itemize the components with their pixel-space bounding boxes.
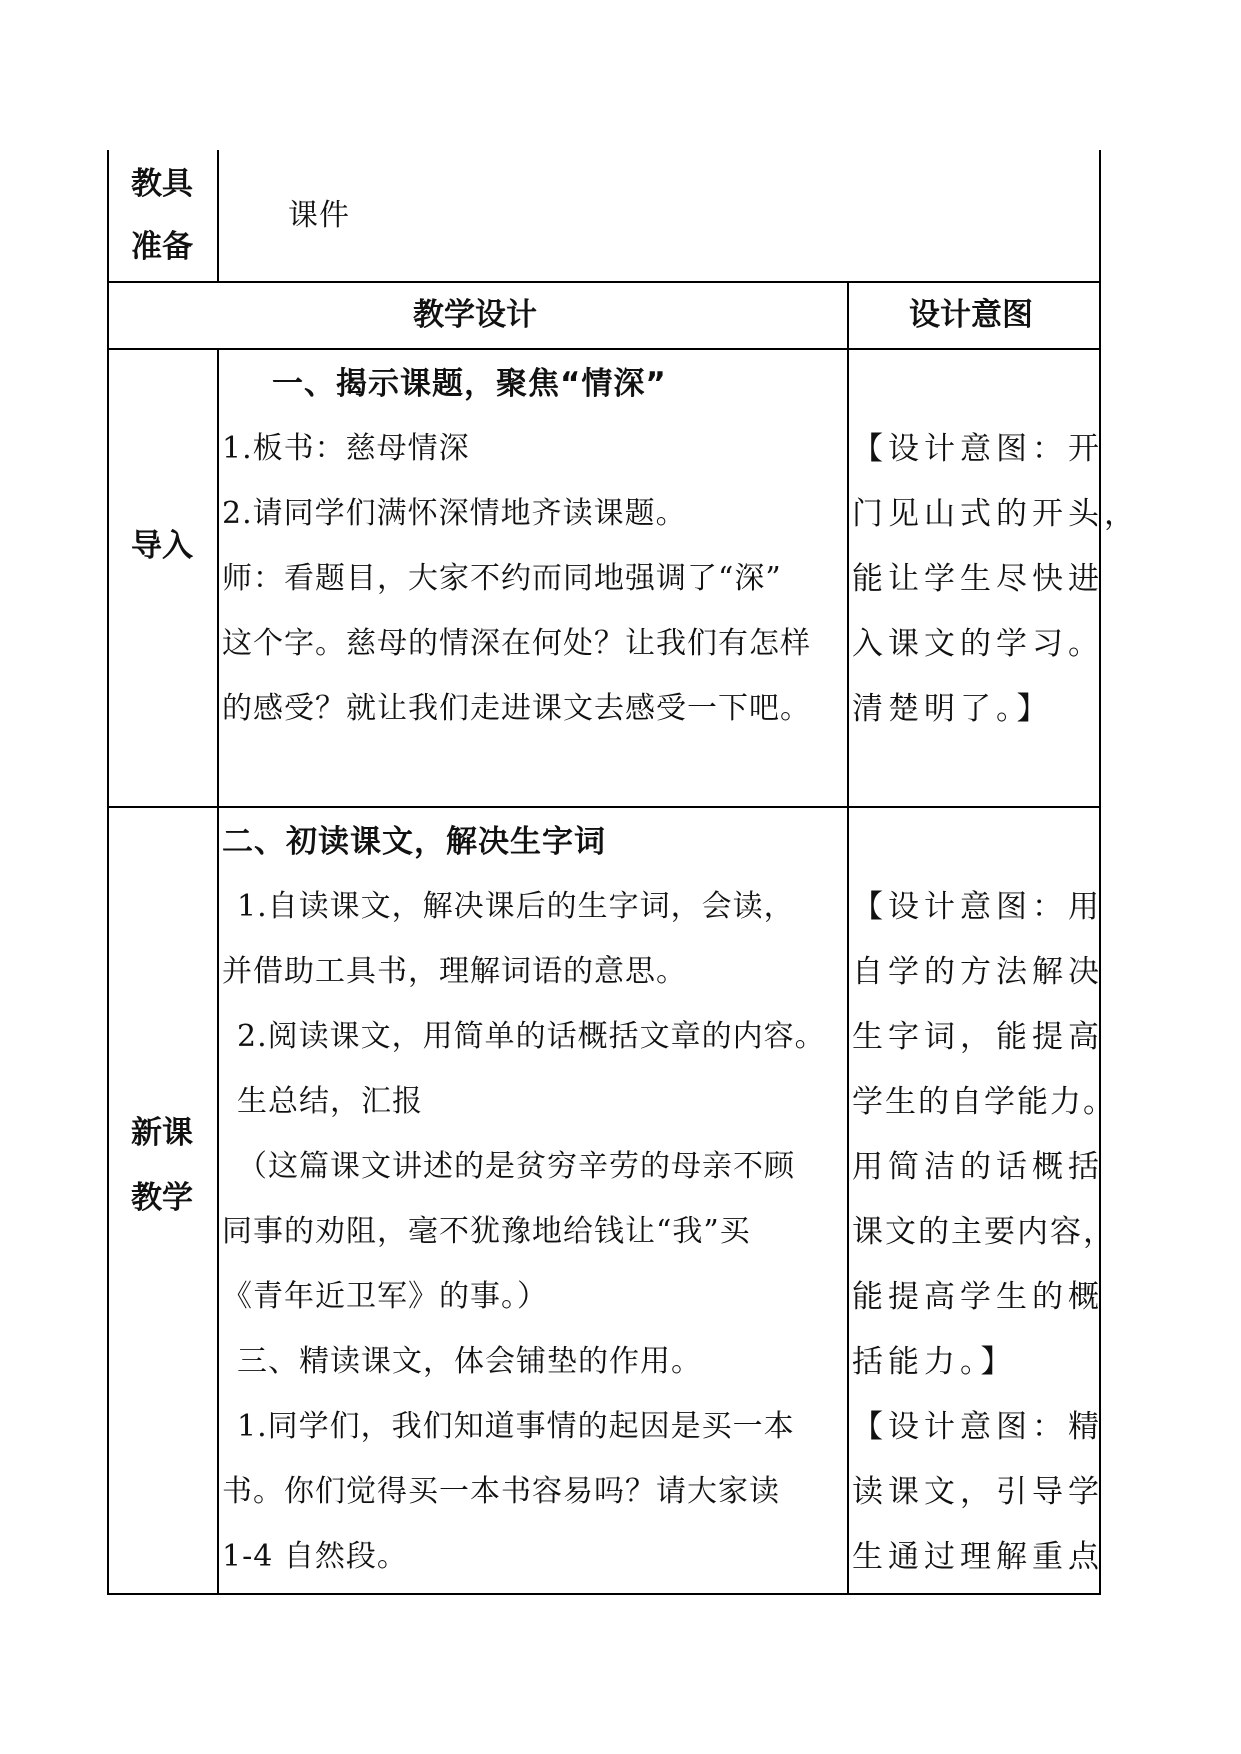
new-lesson-intent-line: 学生的自学能力。	[852, 1084, 1116, 1120]
label-column-divider	[217, 348, 219, 1595]
table-border-bottom	[107, 1593, 1101, 1595]
new-lesson-intent-line: 自学的方法解决	[852, 954, 1104, 990]
intro-intent-line: 入课文的学习。	[852, 626, 1104, 662]
intro-line: 这个字。慈母的情深在何处？让我们有怎样	[222, 626, 811, 661]
new-lesson-label-line2: 教学	[131, 1180, 193, 1216]
new-lesson-intent-line: 【设计意图：精	[852, 1409, 1104, 1445]
new-lesson-subsection-title: 三、精读课文，体会铺垫的作用。	[237, 1344, 702, 1379]
new-lesson-intent-line: 【设计意图：用	[852, 889, 1104, 925]
new-lesson-intent-line: 读课文，引导学	[852, 1474, 1104, 1510]
table-border-left	[107, 281, 109, 1595]
intro-section-title: 一、揭示课题，聚焦“情深”	[272, 366, 667, 402]
row-divider-3	[107, 806, 1101, 808]
intro-intent-line: 能让学生尽快进	[852, 561, 1104, 597]
row-divider-1	[107, 281, 1101, 283]
intent-column-divider	[847, 281, 849, 1595]
new-lesson-intent-line: 括能力。】	[852, 1344, 1017, 1380]
intro-intent-line: 【设计意图：开	[852, 431, 1104, 467]
label-column-divider-top	[217, 150, 219, 282]
tools-label-line2: 准备	[131, 229, 193, 265]
new-lesson-line: 书。你们觉得买一本书容易吗？请大家读	[222, 1474, 780, 1509]
new-lesson-line: 1.自读课文，解决课后的生字词，会读，	[237, 889, 795, 924]
table-border-left-top	[107, 150, 109, 282]
table-border-right-top	[1099, 150, 1101, 282]
intro-intent-line: 清楚明了。】	[852, 691, 1053, 727]
intro-intent-line: 门见山式的开头，	[852, 496, 1140, 532]
intro-line: 的感受？就让我们走进课文去感受一下吧。	[222, 691, 811, 726]
header-design-intent: 设计意图	[909, 297, 1033, 333]
new-lesson-line: 《青年近卫军》的事。）	[222, 1279, 548, 1314]
new-lesson-line: 1-4 自然段。	[222, 1539, 408, 1574]
new-lesson-section-title: 二、初读课文，解决生字词	[222, 824, 606, 860]
intro-line: 1.板书：慈母情深	[222, 431, 470, 466]
table-border-right	[1099, 281, 1101, 1595]
intro-label: 导入	[131, 528, 193, 564]
new-lesson-line: 生总结，汇报	[237, 1084, 423, 1119]
new-lesson-intent-line: 能提高学生的概	[852, 1279, 1104, 1315]
new-lesson-line: 同事的劝阻，毫不犹豫地给钱让“我”买	[222, 1214, 751, 1249]
header-teaching-design: 教学设计	[413, 297, 537, 333]
tools-content: 课件	[288, 198, 350, 233]
new-lesson-intent-line: 生通过理解重点	[852, 1539, 1104, 1575]
intro-line: 师：看题目，大家不约而同地强调了“深”	[222, 561, 782, 596]
new-lesson-intent-line: 用简洁的话概括	[852, 1149, 1104, 1185]
tools-label-line1: 教具	[131, 166, 193, 202]
intro-line: 2.请同学们满怀深情地齐读课题。	[222, 496, 687, 531]
row-divider-2	[107, 348, 1101, 350]
new-lesson-line: 1.同学们，我们知道事情的起因是买一本	[237, 1409, 795, 1444]
new-lesson-line: （这篇课文讲述的是贫穷辛劳的母亲不顾	[237, 1149, 795, 1184]
new-lesson-label-line1: 新课	[131, 1115, 193, 1151]
new-lesson-intent-line: 课文的主要内容，	[852, 1214, 1116, 1250]
new-lesson-line: 并借助工具书，理解词语的意思。	[222, 954, 687, 989]
new-lesson-intent-line: 生字词，能提高	[852, 1019, 1104, 1055]
new-lesson-line: 2.阅读课文，用简单的话概括文章的内容。	[237, 1019, 826, 1054]
